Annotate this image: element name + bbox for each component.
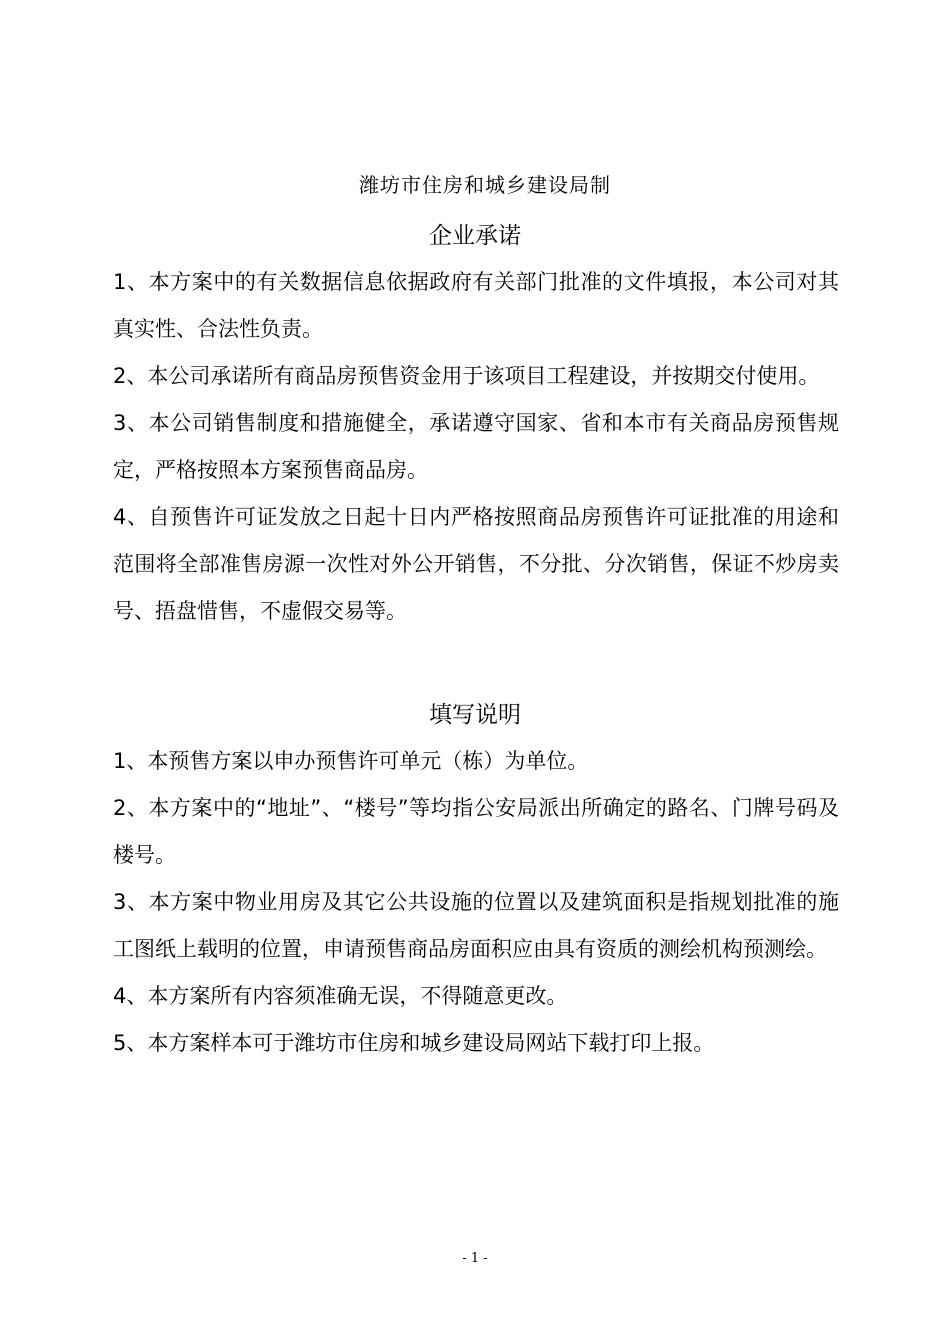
instructions-list: [113, 738, 839, 1067]
instructions-heading: 填写说明: [429, 702, 521, 728]
instruction-item: 3、本方案中物业用房及其它公共设施的位置以及建筑面积是指规划批准的施工图纸上载明的位置，申请预售商品房面积应由具有资质的测绘机构预测绘。: [113, 890, 839, 961]
commitment-item: 4、自预售许可证发放之日起十日内严格按照商品房预售许可证批准的用途和范围将全部准售房源一次性对外公开销售，不分批、分次销售，保证不炒房卖号、捂盘惜售，不虚假交易等。: [113, 505, 839, 623]
commitment-list: [113, 259, 839, 635]
instruction-item: 5、本方案样本可于潍坊市住房和城乡建设局网站下载打印上报。: [113, 1031, 715, 1055]
page-number: - 1 -: [462, 1251, 488, 1266]
instruction-item: 1、本预售方案以申办预售许可单元（栋）为单位。: [113, 749, 589, 773]
instruction-item: 4、本方案所有内容须准确无误，不得随意更改。: [113, 984, 568, 1008]
commitment-heading: 企业承诺: [429, 223, 521, 249]
issuer-line: 潍坊市住房和城乡建设局制: [359, 173, 611, 197]
commitment-item: 2、本公司承诺所有商品房预售资金用于该项目工程建设，并按期交付使用。: [113, 364, 820, 388]
commitment-item: 3、本公司销售制度和措施健全，承诺遵守国家、省和本市有关商品房预售规定，严格按照本方案预售商品房。: [113, 411, 839, 482]
commitment-item: 1、本方案中的有关数据信息依据政府有关部门批准的文件填报，本公司对其真实性、合法性负责。: [113, 270, 839, 341]
instruction-item: 2、本方案中的“地址”、“楼号”等均指公安局派出所确定的路名、门牌号码及楼号。: [113, 796, 839, 867]
